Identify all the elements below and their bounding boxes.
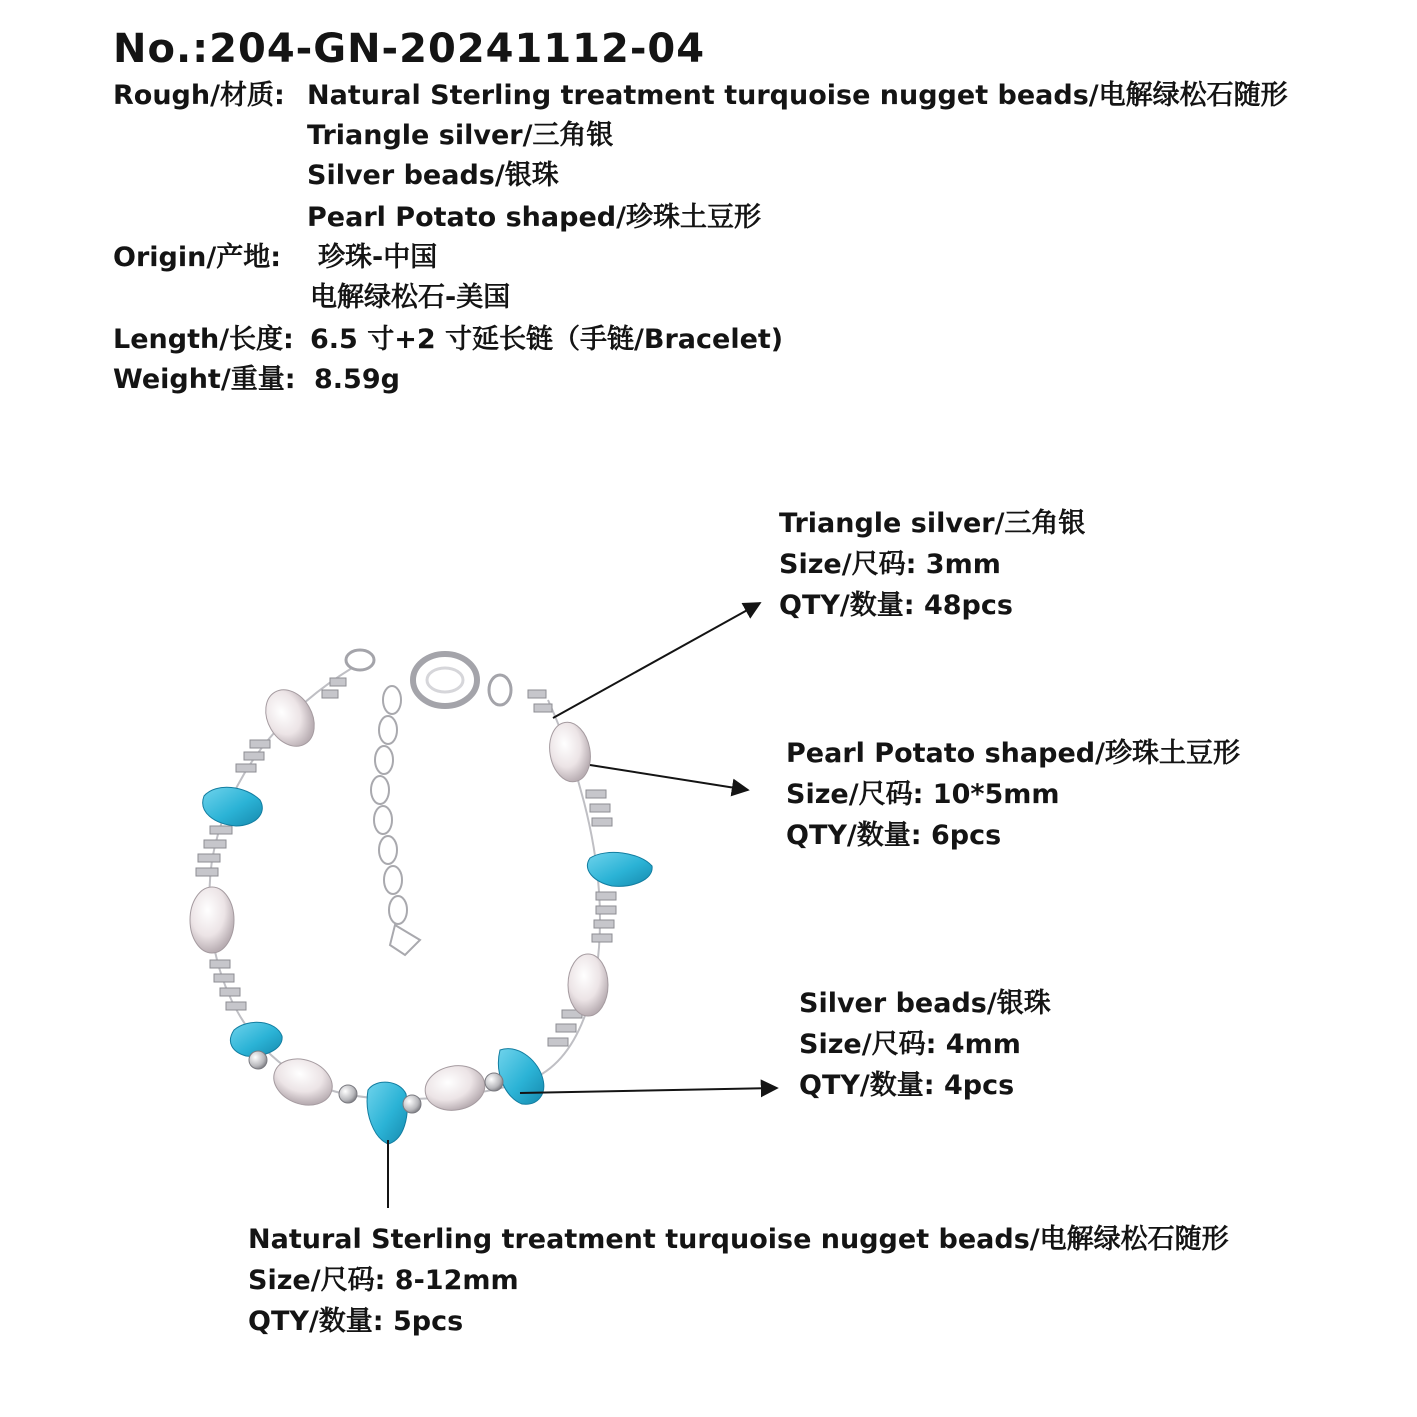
callout-size: Size/尺码: 10*5mm (786, 779, 1060, 810)
callout-qty: QTY/数量: 48pcs (779, 590, 1013, 621)
extension-chain (371, 686, 420, 955)
length-value: 6.5 寸+2 寸延长链（手链/Bracelet) (310, 324, 784, 355)
origin-label: Origin/产地: (113, 242, 281, 273)
silver-bead-arrow (520, 1088, 777, 1093)
lobster-clasp (346, 650, 511, 706)
rough-item: Triangle silver/三角银 (307, 120, 614, 151)
callout-size: Size/尺码: 3mm (779, 549, 1001, 580)
callout-name: Natural Sterling treatment turquoise nugget beads/电解绿松石随形 (248, 1224, 1229, 1255)
rough-item: Pearl Potato shaped/珍珠土豆形 (307, 202, 761, 233)
rough-item: Natural Sterling treatment turquoise nugget beads/电解绿松石随形 (307, 80, 1288, 111)
callout-name: Pearl Potato shaped/珍珠土豆形 (786, 738, 1240, 769)
callout-triangle-silver (779, 510, 1085, 633)
callout-turquoise (248, 1226, 1229, 1349)
weight-label: Weight/重量: (113, 364, 296, 395)
triangle-arrow (553, 603, 760, 718)
product-number: No.:204-GN-20241112-04 (113, 26, 706, 72)
callout-size: Size/尺码: 4mm (799, 1029, 1021, 1060)
callout-qty: QTY/数量: 6pcs (786, 820, 1002, 851)
origin-item: 珍珠-中国 (318, 242, 438, 273)
callout-arrows (388, 603, 777, 1208)
callout-qty: QTY/数量: 4pcs (799, 1070, 1015, 1101)
pearl-arrow (590, 765, 748, 790)
length-label: Length/长度: (113, 324, 294, 355)
callout-qty: QTY/数量: 5pcs (248, 1306, 464, 1337)
rough-item: Silver beads/银珠 (307, 160, 559, 191)
callout-name: Triangle silver/三角银 (779, 508, 1086, 539)
callout-pearl (786, 740, 1240, 863)
weight-value: 8.59g (314, 364, 400, 395)
callout-name: Silver beads/银珠 (799, 988, 1051, 1019)
callout-size: Size/尺码: 8-12mm (248, 1265, 519, 1296)
callout-silver-beads (799, 990, 1051, 1113)
rough-label: Rough/材质: (113, 80, 285, 111)
origin-item: 电解绿松石-美国 (310, 282, 511, 313)
